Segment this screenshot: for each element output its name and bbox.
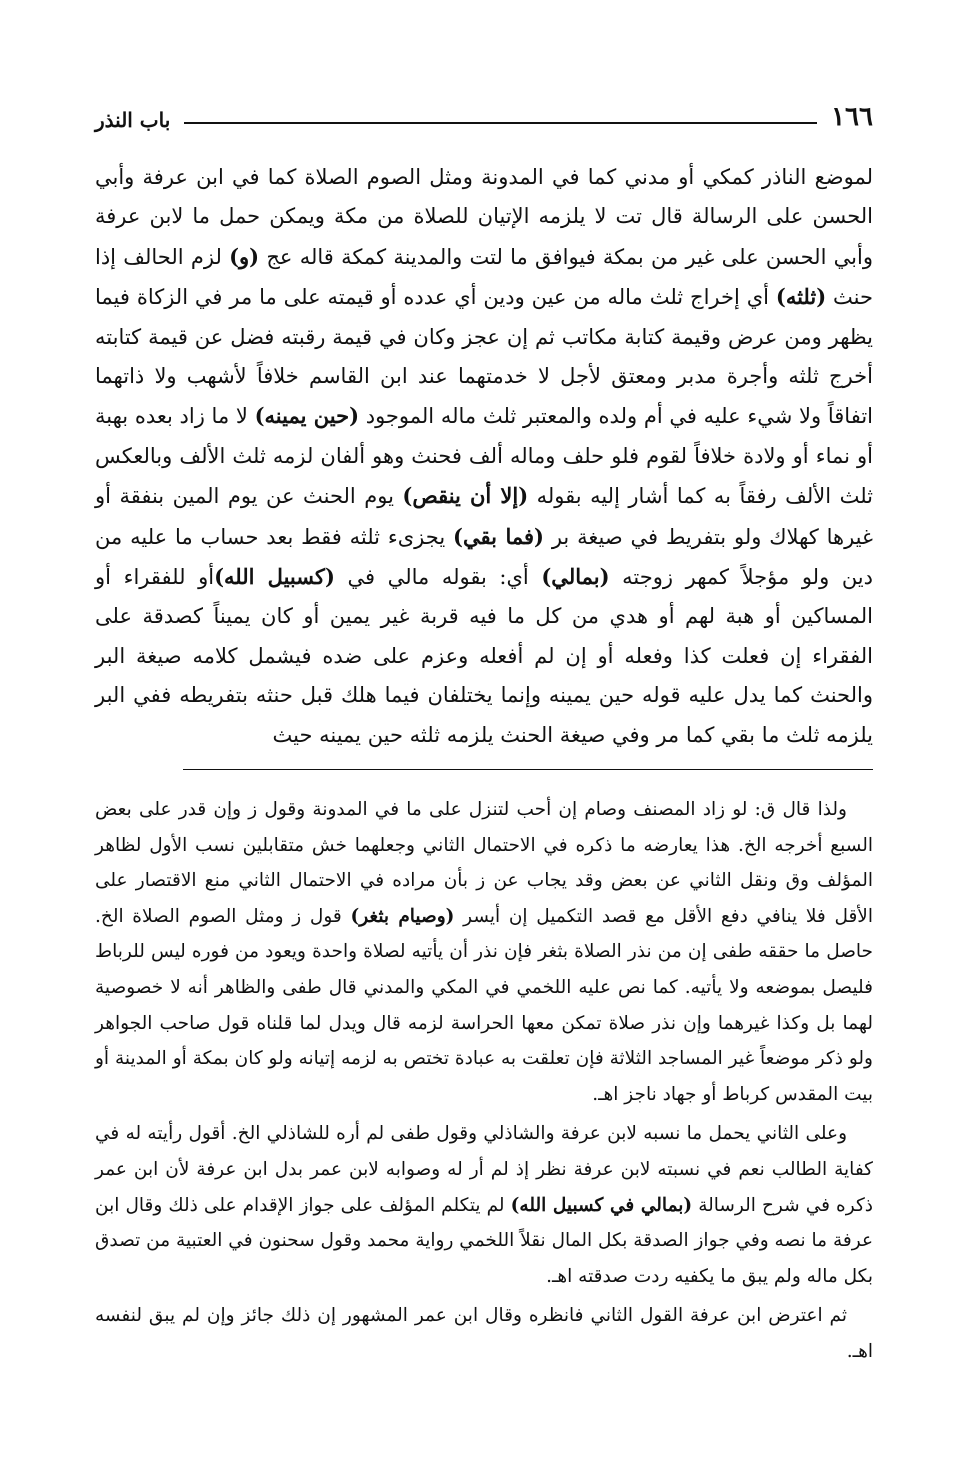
text-run: ولذا قال ق: لو زاد المصنف وصام إن أحب لتنزل على ما في المدونة وقول ز وإن قدر على بعض السبع أخرجه الخ. هذا يعارضه ما ذكره في الاحتمال الثاني وجعلهما خش متقابلين نسب الأول لظاهر المؤلف وق ونقل الثاني عن بعض وقد يجاب عن ز بأن مراده في الاحتمال الثاني منع الاقتصار على الأقل فلا ينافي دفع الأقل مع قصد التكميل إن أيسر: [95, 799, 873, 927]
quoted-matn: (ثلثه): [775, 284, 827, 310]
main-paragraph: [95, 158, 873, 755]
page-number: ١٦٦: [831, 102, 873, 132]
chapter-title: باب النذر: [95, 108, 171, 132]
text-run: لم يتكلم المؤلف على جواز الإقدام على ذلك وقال ابن عرفة ما نصه وفي جواز الصدقة بكل المال نقلاً اللخمي رواية محمد وقول سحنون في العتبية من تصدق بكل ماله ولم يبق ما يكفيه ردت صدقته اهـ.: [95, 1194, 873, 1287]
text-run: أو للفقراء أو المساكين أو هبة لهم أو هدي من كل ما فيه قربة غير يمين أو كان يميناً كصدقة على الفقراء إن فعلت كذا وفعله أو إن لم أفعله وعزم على ضده فيشمل كلامه صيغة البر والحنث كما يدل عليه قوله حين يمينه وإنما يختلفان فيما هلك قبل حنثه بتفريطه ففي البر يلزمه ثلث ما بقي كما مر وفي صيغة الحنث يلزمه ثلثه حين يمينه حيث: [95, 565, 873, 747]
text-run: يجزىء ثلثه فقط بعد حساب ما عليه من دين ولو مؤجلاً كمهر زوجته: [95, 524, 874, 590]
quoted-matn: (فما بقي): [453, 523, 544, 549]
text-run: أي: بقوله مالي في: [334, 565, 542, 590]
quoted-matn: (كسبيل الله): [214, 564, 335, 590]
main-text: [95, 158, 873, 755]
quoted-matn: (حين يمينه): [254, 403, 360, 429]
text-run: وعلى الثاني يحمل ما نسبه لابن عرفة والشاذلي وقول طفى لم أره للشاذلي الخ. أقول رأيته له في كفاية الطالب نعم في نسبته لابن عرفة نظر إذ لم أر له وصوابه لابن عمر بدل ابن عرفة لأن ابن عمر ذكره في شرح الرسالة: [95, 1123, 873, 1216]
footnote-paragraph: ثم اعترض ابن عرفة القول الثاني فانظره وقال ابن عمر المشهور إن ذلك جائز وإن لم يبق لنفسه اهـ.: [95, 1305, 873, 1362]
header-rule: [184, 122, 817, 124]
page-header: [95, 96, 873, 130]
quoted-matn: (وصيام بثغر): [350, 905, 455, 927]
text-run: لموضع الناذر كمكي أو مدني كما في المدونة ومثل الصوم الصلاة كما في ابن عرفة وأبي الحسن على الرسالة قال تت لا يلزمه الإتيان للصلاة من مكة ويمكن حمل ما لابن عرفة وأبي الحسن على غير من بمكة فيوافق ما لتت والمدينة كمكة قاله عج: [95, 165, 873, 269]
text-run: أي إخراج ثلث ماله من عين ودين أي عدده أو قيمته على ما مر في الزكاة فيما يظهر ومن عرض وقيمة كتابة مكاتب ثم إن عجز وكان في قيمة رقبته فضل عن قيمة كتابته أخرج ثلثه وأجرة مدبر ومعتق لأجل لا خدمتهما عند ابن القاسم خلافاً لأشهب ولا ذاتهما اتفاقاً ولا شيء عليه في أم ولده والمعتبر ثلث ماله الموجود: [95, 285, 873, 429]
quoted-matn: (بمالي في كسبيل الله): [510, 1194, 693, 1216]
text-run: يوم الحنث عن يوم المين بنفقة أو غيرها كهلاك ولو بتفريط في صيغة بر: [95, 484, 873, 549]
footnote-paragraph: [95, 792, 873, 1112]
book-page: [95, 96, 873, 1374]
quoted-matn: (و): [229, 243, 260, 269]
footnotes: [95, 792, 873, 1370]
footnote-separator: [183, 769, 873, 770]
quoted-matn: (إلا أن ينقص): [402, 483, 529, 509]
footnote-paragraph: [95, 1116, 873, 1294]
text-run: قول ز ومثل الصوم الصلاة الخ. حاصل ما حققه طفى إن من نذر الصلاة بثغر فإن نذر أن يأتيه لصلاة واحدة ويعود من فوره ليس للرباط فليصل بموضعه ولا يأتيه. كما نص عليه اللخمي في المكي والمدني قال طفى والظاهر أنه لا خصوصية لهما بل وكذا غيرهما وإن نذر صلاة تمكن معها الحراسة لزمه قال ويدل لما قلناه قول صاحب الجواهر ولو ذكر موضعاً غير المساجد الثلاثة فإن تعلقت به عبادة تختص به لزمه إتيانه ولو كان بمكة أو المدينة أو بيت المقدس كرباط أو جهاد ناجز اهـ.: [95, 905, 873, 1105]
text-run: لزم الحالف إذا حنث: [95, 244, 873, 310]
text-run: لا ما زاد بعده بهبة أو نماء أو ولادة خلافاً لقوم فلو حلف وماله ألف فحنث وهو ألفان لزمه ثلث الألف وبالعكس ثلث الألف رفقاً به كما أشار إليه بقوله: [95, 404, 873, 509]
quoted-matn: (بمالي): [541, 564, 610, 590]
